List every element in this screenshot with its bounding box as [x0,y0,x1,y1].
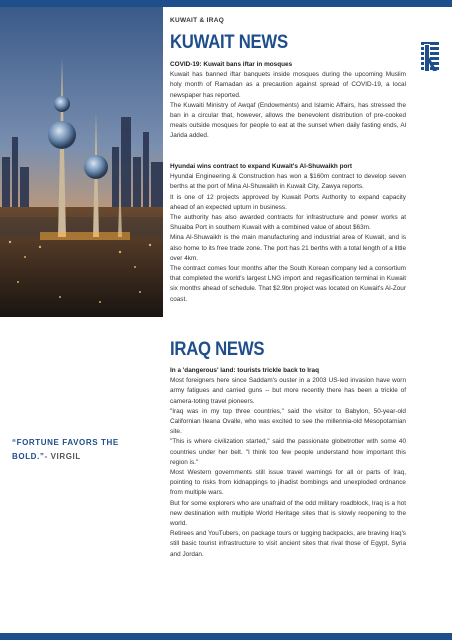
article-paragraph: But for some explorers who are unafraid of the odd military roadblock, Iraq is a hot new destination with multiple World Heritage sites that is slowly reopening to the world. [170,499,406,528]
article-paragraph: "This is where civilization started," said the passionate globetrotter with some 40 countries under her belt. "I think too few people understand how important this region is." [170,438,406,466]
article-headline: In a 'dangerous' land: tourists trickle back to Iraq [170,367,319,374]
article-paragraph: It is one of 12 projects approved by Kuwait Ports Authority to expand capacity ahead of an expected upturn in business. [170,193,406,211]
article-headline: Hyundai wins contract to expand Kuwait's Al-Shuwaikh port [170,163,353,170]
section-tag: KUWAIT & IRAQ [170,17,225,24]
article-headline: COVID-19: Kuwait bans iftar in mosques [170,61,293,68]
kuwait-towers-photo [0,7,163,317]
article-paragraph: Mina Al-Shuwaikh is the main manufacturing and industrial area of Kuwait, and is also home to its free trade zone. The port has 21 berths with a total length of a little over 4km. [170,234,406,262]
iraq-article-1 [170,366,406,560]
article-paragraph: Kuwait has banned iftar banquets inside mosques during the upcoming Muslim holy month of Ramadan as a precaution against spread of COVID-19, a local newspaper has reported. [170,71,406,99]
article-paragraph: Most Western governments still issue travel warnings for all or parts of Iraq, pointing to risks from kidnappings to jihadist bombings and unexploded ordnance from multiple wars. [170,469,406,497]
kuwait-news-title: KUWAIT NEWS [170,32,288,53]
kuwait-article-2 [170,162,406,305]
bottom-accent-bar [0,633,452,640]
iraq-news-title: IRAQ NEWS [170,339,265,360]
article-paragraph: Hyundai Engineering & Construction has won a $160m contract to develop seven berths at the port of Mina Al-Shuwaikh in Kuwait City, Zawya reports. [170,173,406,191]
kuwait-article-1 [170,60,406,142]
article-paragraph: Most foreigners here since Saddam's ouster in a 2003 US-led invasion have worn army fatigues and carried guns -- but more recently there has been a trickle of camera-toting travel pioneers. [170,377,406,405]
company-logo-icon [419,40,441,76]
pull-quote [12,436,152,464]
article-paragraph: "Iraq was in my top three countries," said the visitor to Babylon, 50-year-old Californian Ileana Ovalle, who was excited to see the millennia-old Mesopotamian site. [170,407,406,436]
quote-text: “FORTUNE FAVORS THE BOLD.” [12,438,119,461]
quote-source: - VIRGIL [44,452,81,461]
top-accent-bar [0,0,452,7]
article-paragraph: The Kuwaiti Ministry of Awqaf (Endowments) and Islamic Affairs, has stressed the ban in a circular that, however, allows the benevolent distribution of pre-cooked meals outside mosques for people to eat at the sunset when daily fasting ends, Al Jarida added. [170,101,406,140]
article-paragraph: The authority has also awarded contracts for infrastructure and power works at Shuaiba Port in southern Kuwait with a combined value of about $63m. [170,214,406,232]
article-paragraph: The contract comes four months after the South Korean company led a consortium that completed the world's largest LNG import and regasification terminal in Kuwait six months ahead of schedule. That $2.9bn project was located on Kuwait's Al-Zour coast. [170,265,406,303]
article-paragraph: Retirees and YouTubers, on package tours or lugging backpacks, are braving Iraq's still basic tourist infrastructure to visit ancient sites that rival those of Egypt, Syria and Jordan. [170,530,406,558]
